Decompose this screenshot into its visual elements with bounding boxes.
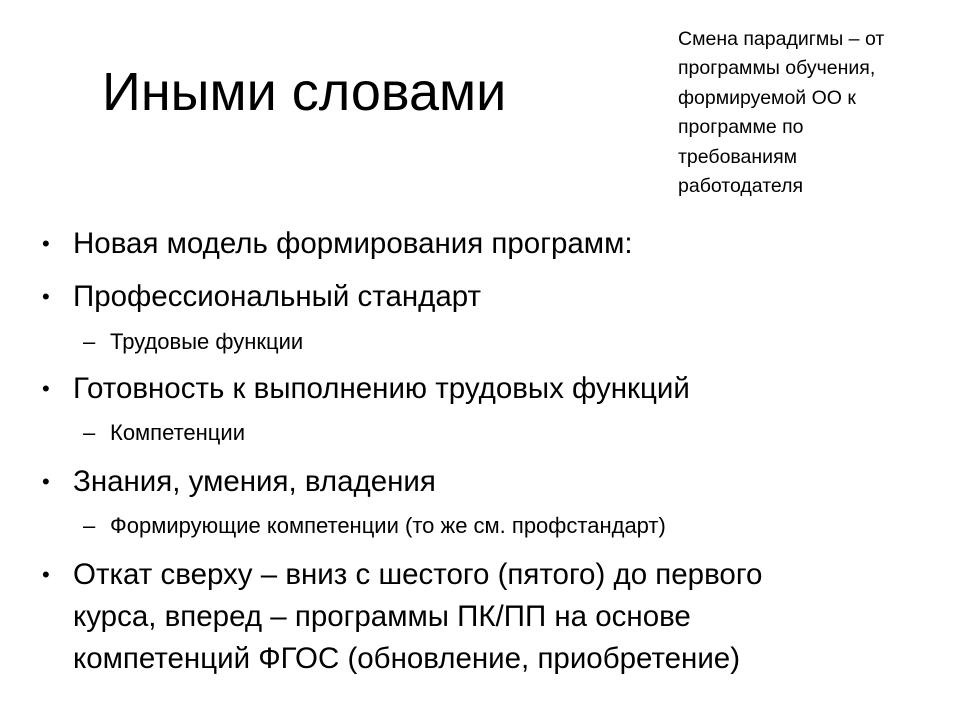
dash-icon: –	[83, 420, 96, 445]
dash-icon: –	[83, 513, 96, 538]
side-note-line: требованиям	[678, 145, 798, 168]
sub-bullet-text: Компетенции	[110, 420, 245, 445]
side-note-line: программе по	[678, 116, 804, 139]
slide-title: Иными словами	[102, 62, 507, 122]
bullet-dot-icon: •	[42, 376, 50, 401]
bullet-text-line: компетенций ФГОС (обновление, приобретение)	[73, 642, 741, 675]
bullet-text: Новая модель формирования программ:	[73, 227, 633, 260]
dash-icon: –	[83, 329, 96, 354]
bullet-text: Профессиональный стандарт	[73, 280, 482, 313]
bullet-item	[42, 223, 633, 265]
bullet-text-line: Откат сверху – вниз с шестого (пятого) до первого	[73, 558, 763, 591]
bullet-dot-icon: •	[42, 231, 50, 256]
side-note-line: формируемой ОО к	[678, 86, 856, 109]
bullet-item	[42, 368, 690, 410]
sub-bullet-item	[83, 417, 245, 449]
side-note-line: работодателя	[678, 175, 804, 198]
side-note-line: программы обучения,	[678, 57, 876, 80]
bullet-item	[42, 554, 763, 680]
sub-bullet-item	[83, 510, 666, 542]
bullet-dot-icon: •	[42, 284, 50, 309]
bullet-dot-icon: •	[42, 469, 50, 494]
bullet-item	[42, 276, 482, 318]
sub-bullet-text: Формирующие компетенции (то же см. профстандарт)	[110, 513, 666, 538]
bullet-text: Знания, умения, владения	[73, 465, 436, 498]
side-note-line: Смена парадигмы – от	[678, 28, 885, 50]
bullet-text-line: курса, вперед – программы ПК/ПП на основе	[73, 600, 691, 633]
bullet-item	[42, 461, 436, 503]
bullet-dot-icon: •	[42, 562, 50, 587]
bullet-text: Готовность к выполнению трудовых функций	[73, 372, 690, 405]
sub-bullet-item	[83, 326, 304, 358]
sub-bullet-text: Трудовые функции	[110, 329, 304, 354]
